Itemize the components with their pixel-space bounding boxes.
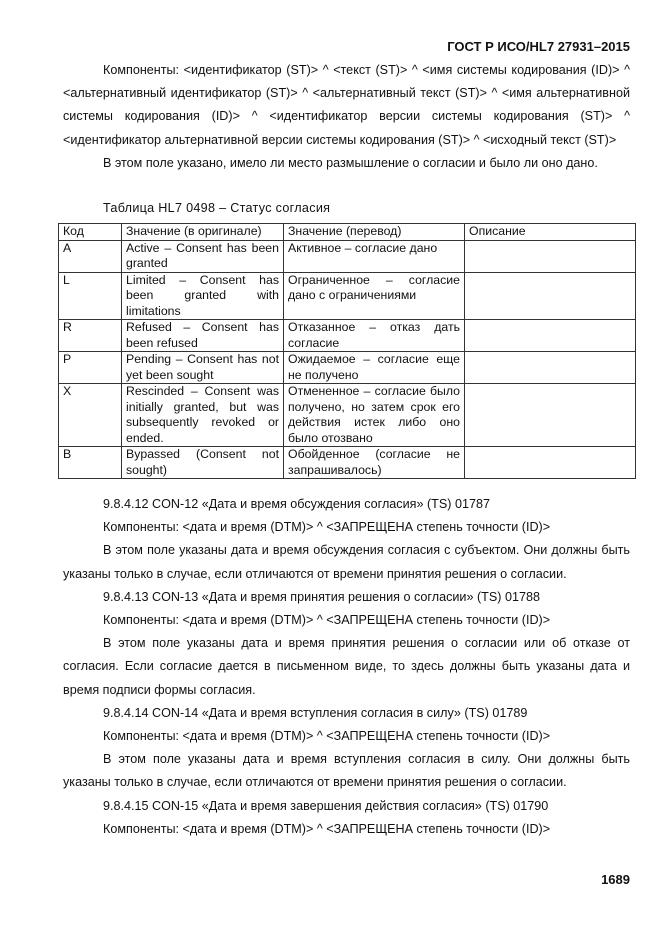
field-description: В этом поле указаны дата и время вступления согласия в силу. Они должны быть указаны только в случае, если отличаются от времени принятия решения о согласии. bbox=[63, 752, 630, 790]
field-description: В этом поле указаны дата и время принятия решения о согласии или об отказе от согласия. Если согласие дается в письменном виде, то здесь должны быть указаны дата и время подписи формы согласия. bbox=[63, 636, 630, 697]
cell-code: B bbox=[59, 447, 122, 479]
col-description-header: Описание bbox=[465, 224, 636, 241]
cell-description bbox=[465, 384, 636, 447]
cell-original: Active – Consent has been granted bbox=[122, 240, 284, 272]
page-number: 1689 bbox=[601, 872, 630, 887]
table-row bbox=[59, 352, 636, 384]
cell-original: Limited – Consent has been granted with limitations bbox=[122, 272, 284, 320]
table-row bbox=[59, 447, 636, 479]
intro-text bbox=[63, 59, 630, 175]
table-row bbox=[59, 384, 636, 447]
cell-description bbox=[465, 272, 636, 320]
cell-code: A bbox=[59, 240, 122, 272]
cell-code: R bbox=[59, 320, 122, 352]
components-paragraph: Компоненты: <дата и время (DTM)> ^ <ЗАПРЕЩЕНА степень точности (ID)> bbox=[103, 613, 551, 628]
cell-original: Pending – Consent has not yet been sought bbox=[122, 352, 284, 384]
cell-translation: Активное – согласие дано bbox=[284, 240, 465, 272]
section-heading-con-15: 9.8.4.15 CON-15 «Дата и время завершения действия согласия» (TS) 01790 bbox=[103, 798, 549, 813]
table-row bbox=[59, 272, 636, 320]
cell-description bbox=[465, 240, 636, 272]
consent-status-table bbox=[58, 223, 636, 479]
field-description: В этом поле указано, имело ли место размышление о согласии и было ли оно дано. bbox=[103, 155, 598, 170]
cell-code: X bbox=[59, 384, 122, 447]
cell-code: L bbox=[59, 272, 122, 320]
cell-translation: Обойденное (согласие не запрашивалось) bbox=[284, 447, 465, 479]
cell-code: P bbox=[59, 352, 122, 384]
table-caption: Таблица HL7 0498 – Статус согласия bbox=[103, 201, 331, 215]
cell-original: Rescinded – Consent was initially granted, but was subsequently revoked or ended. bbox=[122, 384, 284, 447]
table-row bbox=[59, 320, 636, 352]
section-heading-con-14: 9.8.4.14 CON-14 «Дата и время вступления согласия в силу» (TS) 01789 bbox=[103, 705, 528, 720]
cell-translation: Отмененное – согласие было получено, но затем срок его действия истек либо оно было отозвано bbox=[284, 384, 465, 447]
cell-translation: Ожидаемое – согласие еще не получено bbox=[284, 352, 465, 384]
components-paragraph: Компоненты: <дата и время (DTM)> ^ <ЗАПРЕЩЕНА степень точности (ID)> bbox=[103, 520, 551, 535]
col-original-header: Значение (в оригинале) bbox=[122, 224, 284, 241]
field-sections bbox=[63, 493, 630, 841]
cell-translation: Ограниченное – согласие дано с ограничениями bbox=[284, 272, 465, 320]
components-paragraph: Компоненты: <дата и время (DTM)> ^ <ЗАПРЕЩЕНА степень точности (ID)> bbox=[103, 821, 551, 836]
col-code-header: Код bbox=[59, 224, 122, 241]
field-description: В этом поле указаны дата и время обсуждения согласия с субъектом. Они должны быть указаны только в случае, если отличаются от времени принятия решения о согласии. bbox=[63, 543, 630, 581]
table-header-row bbox=[59, 224, 636, 241]
cell-description bbox=[465, 352, 636, 384]
components-paragraph: Компоненты: <дата и время (DTM)> ^ <ЗАПРЕЩЕНА степень точности (ID)> bbox=[103, 729, 551, 744]
cell-original: Refused – Consent has been refused bbox=[122, 320, 284, 352]
table-row bbox=[59, 240, 636, 272]
components-paragraph: Компоненты: <идентификатор (ST)> ^ <текст (ST)> ^ <имя системы кодирования (ID)> ^ <альтернативный идентификатор (ST)> ^ <альтернативный текст (ST)> ^ <имя альтернативной системы кодирования (ID)> ^ <идентификатор версии системы кодирования (ST)> ^ <идентификатор альтернативной версии системы кодирования (ST)> ^ <исходный текст (ST)> bbox=[63, 63, 630, 147]
cell-description bbox=[465, 447, 636, 479]
cell-original: Bypassed (Consent not sought) bbox=[122, 447, 284, 479]
cell-translation: Отказанное – отказ дать согласие bbox=[284, 320, 465, 352]
col-translation-header: Значение (перевод) bbox=[284, 224, 465, 241]
cell-description bbox=[465, 320, 636, 352]
document-header: ГОСТ Р ИСО/HL7 27931–2015 bbox=[447, 39, 630, 54]
section-heading-con-12: 9.8.4.12 CON-12 «Дата и время обсуждения согласия» (TS) 01787 bbox=[103, 497, 490, 511]
section-heading-con-13: 9.8.4.13 CON-13 «Дата и время принятия решения о согласии» (TS) 01788 bbox=[103, 589, 540, 604]
